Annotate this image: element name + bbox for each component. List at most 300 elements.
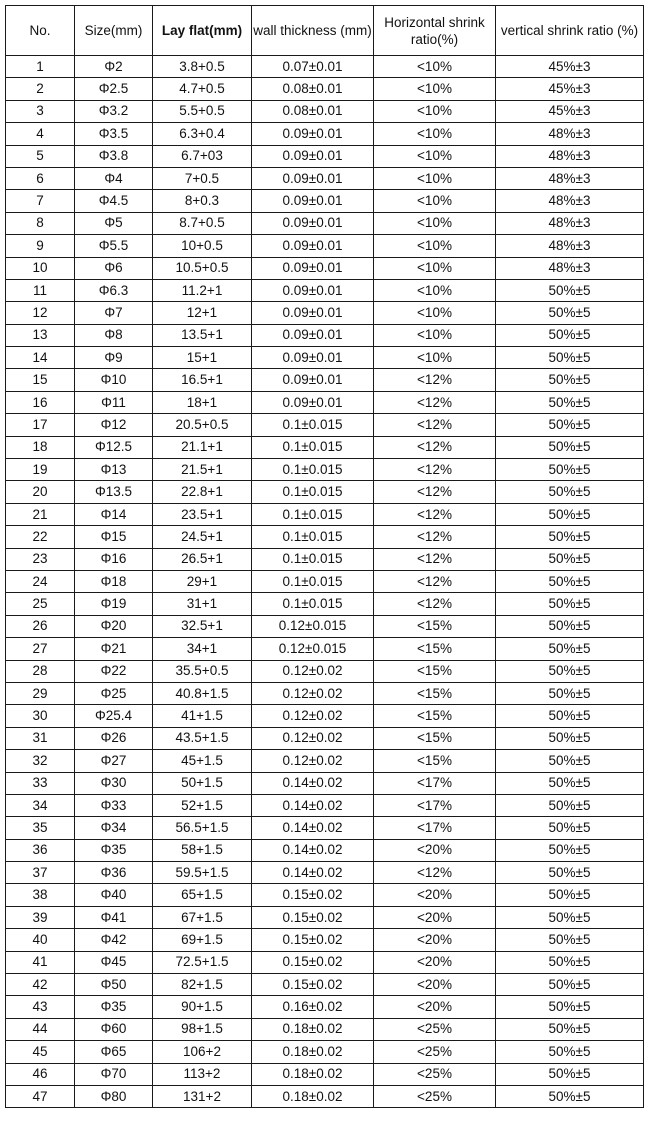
cell-no: 21: [6, 503, 75, 525]
cell-wall-thickness: 0.15±0.02: [252, 906, 374, 928]
header-size: Size(mm): [75, 6, 153, 56]
cell-no: 30: [6, 705, 75, 727]
table-row: [6, 906, 644, 928]
table-row: [6, 951, 644, 973]
cell-vertical-shrink: 45%±3: [496, 100, 644, 122]
cell-no: 39: [6, 906, 75, 928]
cell-lay-flat: 15+1: [153, 347, 252, 369]
cell-wall-thickness: 0.18±0.02: [252, 1041, 374, 1063]
cell-wall-thickness: 0.09±0.01: [252, 302, 374, 324]
cell-size: Φ13.5: [75, 481, 153, 503]
cell-lay-flat: 69+1.5: [153, 929, 252, 951]
cell-vertical-shrink: 50%±5: [496, 772, 644, 794]
cell-lay-flat: 3.8+0.5: [153, 56, 252, 78]
cell-lay-flat: 18+1: [153, 391, 252, 413]
cell-size: Φ14: [75, 503, 153, 525]
cell-horizontal-shrink: <12%: [374, 593, 496, 615]
cell-lay-flat: 29+1: [153, 570, 252, 592]
cell-lay-flat: 32.5+1: [153, 615, 252, 637]
table-row: [6, 884, 644, 906]
table-row: [6, 615, 644, 637]
table-row: [6, 56, 644, 78]
cell-size: Φ2: [75, 56, 153, 78]
cell-vertical-shrink: 48%±3: [496, 123, 644, 145]
cell-size: Φ6.3: [75, 279, 153, 301]
cell-horizontal-shrink: <10%: [374, 235, 496, 257]
table-row: [6, 682, 644, 704]
cell-lay-flat: 59.5+1.5: [153, 862, 252, 884]
cell-horizontal-shrink: <10%: [374, 190, 496, 212]
table-row: [6, 526, 644, 548]
cell-horizontal-shrink: <15%: [374, 638, 496, 660]
cell-vertical-shrink: 50%±5: [496, 526, 644, 548]
cell-horizontal-shrink: <20%: [374, 884, 496, 906]
cell-size: Φ25.4: [75, 705, 153, 727]
cell-horizontal-shrink: <20%: [374, 839, 496, 861]
cell-horizontal-shrink: <10%: [374, 78, 496, 100]
cell-wall-thickness: 0.18±0.02: [252, 1063, 374, 1085]
header-vertical-shrink: vertical shrink ratio (%): [496, 6, 644, 56]
cell-vertical-shrink: 50%±5: [496, 951, 644, 973]
cell-wall-thickness: 0.09±0.01: [252, 324, 374, 346]
table-row: [6, 548, 644, 570]
cell-lay-flat: 8+0.3: [153, 190, 252, 212]
cell-size: Φ70: [75, 1063, 153, 1085]
cell-wall-thickness: 0.1±0.015: [252, 436, 374, 458]
cell-wall-thickness: 0.1±0.015: [252, 481, 374, 503]
cell-no: 8: [6, 212, 75, 234]
cell-wall-thickness: 0.12±0.02: [252, 727, 374, 749]
cell-lay-flat: 106+2: [153, 1041, 252, 1063]
cell-horizontal-shrink: <10%: [374, 324, 496, 346]
cell-no: 31: [6, 727, 75, 749]
cell-no: 24: [6, 570, 75, 592]
cell-vertical-shrink: 50%±5: [496, 1063, 644, 1085]
cell-horizontal-shrink: <25%: [374, 1063, 496, 1085]
cell-vertical-shrink: 50%±5: [496, 570, 644, 592]
cell-size: Φ41: [75, 906, 153, 928]
cell-vertical-shrink: 45%±3: [496, 56, 644, 78]
cell-horizontal-shrink: <15%: [374, 615, 496, 637]
cell-lay-flat: 22.8+1: [153, 481, 252, 503]
cell-no: 40: [6, 929, 75, 951]
table-row: [6, 929, 644, 951]
table-row: [6, 1041, 644, 1063]
cell-size: Φ12.5: [75, 436, 153, 458]
cell-lay-flat: 40.8+1.5: [153, 682, 252, 704]
table-row: [6, 391, 644, 413]
cell-no: 25: [6, 593, 75, 615]
cell-vertical-shrink: 50%±5: [496, 593, 644, 615]
table-row: [6, 727, 644, 749]
cell-vertical-shrink: 48%±3: [496, 190, 644, 212]
cell-size: Φ2.5: [75, 78, 153, 100]
cell-horizontal-shrink: <20%: [374, 951, 496, 973]
cell-vertical-shrink: 50%±5: [496, 391, 644, 413]
cell-size: Φ12: [75, 414, 153, 436]
cell-no: 26: [6, 615, 75, 637]
cell-no: 16: [6, 391, 75, 413]
cell-size: Φ3.5: [75, 123, 153, 145]
cell-size: Φ30: [75, 772, 153, 794]
cell-no: 38: [6, 884, 75, 906]
cell-lay-flat: 10+0.5: [153, 235, 252, 257]
table-row: [6, 638, 644, 660]
table-row: [6, 459, 644, 481]
cell-no: 7: [6, 190, 75, 212]
header-row: [6, 6, 644, 56]
cell-size: Φ35: [75, 839, 153, 861]
cell-horizontal-shrink: <20%: [374, 906, 496, 928]
cell-no: 23: [6, 548, 75, 570]
cell-no: 13: [6, 324, 75, 346]
cell-vertical-shrink: 45%±3: [496, 78, 644, 100]
cell-lay-flat: 82+1.5: [153, 974, 252, 996]
cell-wall-thickness: 0.08±0.01: [252, 78, 374, 100]
cell-vertical-shrink: 48%±3: [496, 212, 644, 234]
cell-no: 35: [6, 817, 75, 839]
cell-horizontal-shrink: <12%: [374, 414, 496, 436]
table-row: [6, 279, 644, 301]
cell-no: 46: [6, 1063, 75, 1085]
cell-size: Φ3.8: [75, 145, 153, 167]
table-row: [6, 1085, 644, 1107]
table-row: [6, 145, 644, 167]
cell-horizontal-shrink: <10%: [374, 347, 496, 369]
cell-horizontal-shrink: <17%: [374, 794, 496, 816]
cell-no: 17: [6, 414, 75, 436]
cell-vertical-shrink: 50%±5: [496, 638, 644, 660]
table-row: [6, 996, 644, 1018]
cell-no: 14: [6, 347, 75, 369]
cell-lay-flat: 6.3+0.4: [153, 123, 252, 145]
cell-wall-thickness: 0.15±0.02: [252, 974, 374, 996]
cell-vertical-shrink: 50%±5: [496, 996, 644, 1018]
cell-horizontal-shrink: <17%: [374, 772, 496, 794]
cell-no: 34: [6, 794, 75, 816]
table-row: [6, 190, 644, 212]
table-row: [6, 167, 644, 189]
cell-vertical-shrink: 50%±5: [496, 906, 644, 928]
cell-size: Φ60: [75, 1018, 153, 1040]
cell-wall-thickness: 0.12±0.02: [252, 682, 374, 704]
cell-horizontal-shrink: <20%: [374, 996, 496, 1018]
cell-no: 22: [6, 526, 75, 548]
cell-vertical-shrink: 50%±5: [496, 548, 644, 570]
cell-wall-thickness: 0.1±0.015: [252, 414, 374, 436]
cell-lay-flat: 8.7+0.5: [153, 212, 252, 234]
cell-horizontal-shrink: <10%: [374, 56, 496, 78]
cell-no: 41: [6, 951, 75, 973]
table-row: [6, 570, 644, 592]
cell-lay-flat: 34+1: [153, 638, 252, 660]
cell-lay-flat: 7+0.5: [153, 167, 252, 189]
cell-wall-thickness: 0.09±0.01: [252, 190, 374, 212]
cell-wall-thickness: 0.1±0.015: [252, 459, 374, 481]
cell-horizontal-shrink: <10%: [374, 279, 496, 301]
cell-vertical-shrink: 50%±5: [496, 727, 644, 749]
cell-no: 28: [6, 660, 75, 682]
cell-vertical-shrink: 50%±5: [496, 660, 644, 682]
cell-wall-thickness: 0.14±0.02: [252, 817, 374, 839]
table-row: [6, 212, 644, 234]
cell-horizontal-shrink: <15%: [374, 750, 496, 772]
cell-wall-thickness: 0.09±0.01: [252, 347, 374, 369]
table-row: [6, 347, 644, 369]
table-row: [6, 839, 644, 861]
cell-size: Φ45: [75, 951, 153, 973]
table-row: [6, 257, 644, 279]
cell-lay-flat: 113+2: [153, 1063, 252, 1085]
cell-wall-thickness: 0.14±0.02: [252, 839, 374, 861]
cell-horizontal-shrink: <10%: [374, 123, 496, 145]
cell-no: 5: [6, 145, 75, 167]
cell-lay-flat: 26.5+1: [153, 548, 252, 570]
cell-lay-flat: 31+1: [153, 593, 252, 615]
cell-size: Φ8: [75, 324, 153, 346]
cell-lay-flat: 5.5+0.5: [153, 100, 252, 122]
cell-horizontal-shrink: <10%: [374, 167, 496, 189]
cell-vertical-shrink: 50%±5: [496, 705, 644, 727]
table-row: [6, 750, 644, 772]
cell-vertical-shrink: 50%±5: [496, 615, 644, 637]
cell-horizontal-shrink: <20%: [374, 929, 496, 951]
cell-vertical-shrink: 50%±5: [496, 750, 644, 772]
cell-wall-thickness: 0.12±0.02: [252, 660, 374, 682]
cell-wall-thickness: 0.09±0.01: [252, 123, 374, 145]
cell-horizontal-shrink: <25%: [374, 1018, 496, 1040]
cell-horizontal-shrink: <15%: [374, 660, 496, 682]
table-body: [6, 56, 644, 1108]
table-row: [6, 123, 644, 145]
cell-wall-thickness: 0.16±0.02: [252, 996, 374, 1018]
cell-vertical-shrink: 50%±5: [496, 302, 644, 324]
table-row: [6, 414, 644, 436]
cell-horizontal-shrink: <10%: [374, 212, 496, 234]
cell-no: 42: [6, 974, 75, 996]
table-row: [6, 772, 644, 794]
cell-wall-thickness: 0.1±0.015: [252, 526, 374, 548]
cell-no: 32: [6, 750, 75, 772]
cell-wall-thickness: 0.15±0.02: [252, 884, 374, 906]
cell-lay-flat: 24.5+1: [153, 526, 252, 548]
cell-size: Φ21: [75, 638, 153, 660]
cell-lay-flat: 45+1.5: [153, 750, 252, 772]
cell-horizontal-shrink: <12%: [374, 526, 496, 548]
cell-vertical-shrink: 50%±5: [496, 817, 644, 839]
cell-wall-thickness: 0.1±0.015: [252, 503, 374, 525]
cell-horizontal-shrink: <12%: [374, 481, 496, 503]
cell-lay-flat: 58+1.5: [153, 839, 252, 861]
cell-size: Φ20: [75, 615, 153, 637]
cell-horizontal-shrink: <12%: [374, 503, 496, 525]
cell-vertical-shrink: 50%±5: [496, 1085, 644, 1107]
cell-lay-flat: 50+1.5: [153, 772, 252, 794]
cell-vertical-shrink: 48%±3: [496, 235, 644, 257]
cell-size: Φ36: [75, 862, 153, 884]
header-horizontal-shrink: Horizontal shrink ratio(%): [374, 6, 496, 56]
cell-wall-thickness: 0.09±0.01: [252, 369, 374, 391]
cell-vertical-shrink: 50%±5: [496, 503, 644, 525]
cell-size: Φ7: [75, 302, 153, 324]
cell-size: Φ5: [75, 212, 153, 234]
cell-no: 33: [6, 772, 75, 794]
table-row: [6, 481, 644, 503]
cell-no: 2: [6, 78, 75, 100]
cell-vertical-shrink: 50%±5: [496, 974, 644, 996]
cell-no: 43: [6, 996, 75, 1018]
cell-size: Φ3.2: [75, 100, 153, 122]
cell-wall-thickness: 0.15±0.02: [252, 929, 374, 951]
cell-size: Φ18: [75, 570, 153, 592]
table-row: [6, 660, 644, 682]
cell-vertical-shrink: 50%±5: [496, 324, 644, 346]
cell-horizontal-shrink: <12%: [374, 548, 496, 570]
table-row: [6, 1063, 644, 1085]
cell-no: 37: [6, 862, 75, 884]
cell-horizontal-shrink: <15%: [374, 727, 496, 749]
cell-lay-flat: 98+1.5: [153, 1018, 252, 1040]
table-row: [6, 302, 644, 324]
cell-lay-flat: 52+1.5: [153, 794, 252, 816]
cell-no: 1: [6, 56, 75, 78]
cell-wall-thickness: 0.08±0.01: [252, 100, 374, 122]
cell-lay-flat: 20.5+0.5: [153, 414, 252, 436]
cell-vertical-shrink: 48%±3: [496, 257, 644, 279]
cell-lay-flat: 90+1.5: [153, 996, 252, 1018]
cell-vertical-shrink: 50%±5: [496, 839, 644, 861]
cell-horizontal-shrink: <20%: [374, 974, 496, 996]
cell-no: 4: [6, 123, 75, 145]
cell-size: Φ80: [75, 1085, 153, 1107]
cell-lay-flat: 4.7+0.5: [153, 78, 252, 100]
cell-size: Φ22: [75, 660, 153, 682]
cell-size: Φ10: [75, 369, 153, 391]
cell-vertical-shrink: 48%±3: [496, 167, 644, 189]
cell-horizontal-shrink: <10%: [374, 145, 496, 167]
cell-vertical-shrink: 50%±5: [496, 1018, 644, 1040]
header-no: No.: [6, 6, 75, 56]
cell-vertical-shrink: 50%±5: [496, 682, 644, 704]
table-row: [6, 794, 644, 816]
cell-wall-thickness: 0.09±0.01: [252, 212, 374, 234]
cell-wall-thickness: 0.18±0.02: [252, 1085, 374, 1107]
cell-wall-thickness: 0.09±0.01: [252, 279, 374, 301]
cell-lay-flat: 56.5+1.5: [153, 817, 252, 839]
cell-wall-thickness: 0.1±0.015: [252, 548, 374, 570]
cell-horizontal-shrink: <12%: [374, 570, 496, 592]
cell-size: Φ4: [75, 167, 153, 189]
cell-vertical-shrink: 50%±5: [496, 481, 644, 503]
cell-wall-thickness: 0.15±0.02: [252, 951, 374, 973]
table-row: [6, 1018, 644, 1040]
table-row: [6, 78, 644, 100]
cell-wall-thickness: 0.1±0.015: [252, 570, 374, 592]
cell-size: Φ6: [75, 257, 153, 279]
cell-wall-thickness: 0.09±0.01: [252, 167, 374, 189]
cell-no: 15: [6, 369, 75, 391]
cell-size: Φ9: [75, 347, 153, 369]
cell-no: 36: [6, 839, 75, 861]
cell-size: Φ42: [75, 929, 153, 951]
cell-lay-flat: 13.5+1: [153, 324, 252, 346]
cell-lay-flat: 16.5+1: [153, 369, 252, 391]
cell-vertical-shrink: 50%±5: [496, 929, 644, 951]
cell-no: 27: [6, 638, 75, 660]
cell-horizontal-shrink: <17%: [374, 817, 496, 839]
cell-no: 10: [6, 257, 75, 279]
cell-wall-thickness: 0.12±0.015: [252, 615, 374, 637]
cell-no: 20: [6, 481, 75, 503]
cell-size: Φ33: [75, 794, 153, 816]
cell-vertical-shrink: 50%±5: [496, 459, 644, 481]
cell-no: 6: [6, 167, 75, 189]
cell-wall-thickness: 0.14±0.02: [252, 794, 374, 816]
cell-size: Φ25: [75, 682, 153, 704]
table-row: [6, 862, 644, 884]
cell-size: Φ11: [75, 391, 153, 413]
cell-horizontal-shrink: <12%: [374, 862, 496, 884]
cell-horizontal-shrink: <15%: [374, 705, 496, 727]
cell-vertical-shrink: 50%±5: [496, 862, 644, 884]
cell-vertical-shrink: 50%±5: [496, 884, 644, 906]
cell-size: Φ5.5: [75, 235, 153, 257]
cell-wall-thickness: 0.18±0.02: [252, 1018, 374, 1040]
cell-wall-thickness: 0.1±0.015: [252, 593, 374, 615]
cell-no: 47: [6, 1085, 75, 1107]
cell-no: 19: [6, 459, 75, 481]
cell-vertical-shrink: 50%±5: [496, 279, 644, 301]
cell-vertical-shrink: 50%±5: [496, 369, 644, 391]
cell-horizontal-shrink: <12%: [374, 436, 496, 458]
cell-lay-flat: 11.2+1: [153, 279, 252, 301]
cell-lay-flat: 12+1: [153, 302, 252, 324]
cell-lay-flat: 43.5+1.5: [153, 727, 252, 749]
cell-lay-flat: 10.5+0.5: [153, 257, 252, 279]
cell-vertical-shrink: 48%±3: [496, 145, 644, 167]
cell-size: Φ65: [75, 1041, 153, 1063]
cell-lay-flat: 21.5+1: [153, 459, 252, 481]
cell-wall-thickness: 0.12±0.015: [252, 638, 374, 660]
cell-wall-thickness: 0.09±0.01: [252, 257, 374, 279]
cell-lay-flat: 67+1.5: [153, 906, 252, 928]
spec-table: [5, 5, 644, 1108]
cell-wall-thickness: 0.14±0.02: [252, 862, 374, 884]
cell-wall-thickness: 0.12±0.02: [252, 750, 374, 772]
cell-horizontal-shrink: <25%: [374, 1041, 496, 1063]
cell-lay-flat: 41+1.5: [153, 705, 252, 727]
cell-size: Φ40: [75, 884, 153, 906]
header-wall-thickness: wall thickness (mm): [252, 6, 374, 56]
cell-wall-thickness: 0.09±0.01: [252, 145, 374, 167]
cell-size: Φ27: [75, 750, 153, 772]
cell-vertical-shrink: 50%±5: [496, 347, 644, 369]
cell-size: Φ19: [75, 593, 153, 615]
cell-lay-flat: 21.1+1: [153, 436, 252, 458]
table-row: [6, 369, 644, 391]
cell-horizontal-shrink: <10%: [374, 100, 496, 122]
cell-size: Φ15: [75, 526, 153, 548]
table-row: [6, 503, 644, 525]
cell-size: Φ35: [75, 996, 153, 1018]
spec-sheet: [5, 5, 643, 1108]
cell-lay-flat: 72.5+1.5: [153, 951, 252, 973]
cell-lay-flat: 6.7+03: [153, 145, 252, 167]
cell-size: Φ4.5: [75, 190, 153, 212]
cell-lay-flat: 65+1.5: [153, 884, 252, 906]
cell-lay-flat: 35.5+0.5: [153, 660, 252, 682]
cell-no: 18: [6, 436, 75, 458]
